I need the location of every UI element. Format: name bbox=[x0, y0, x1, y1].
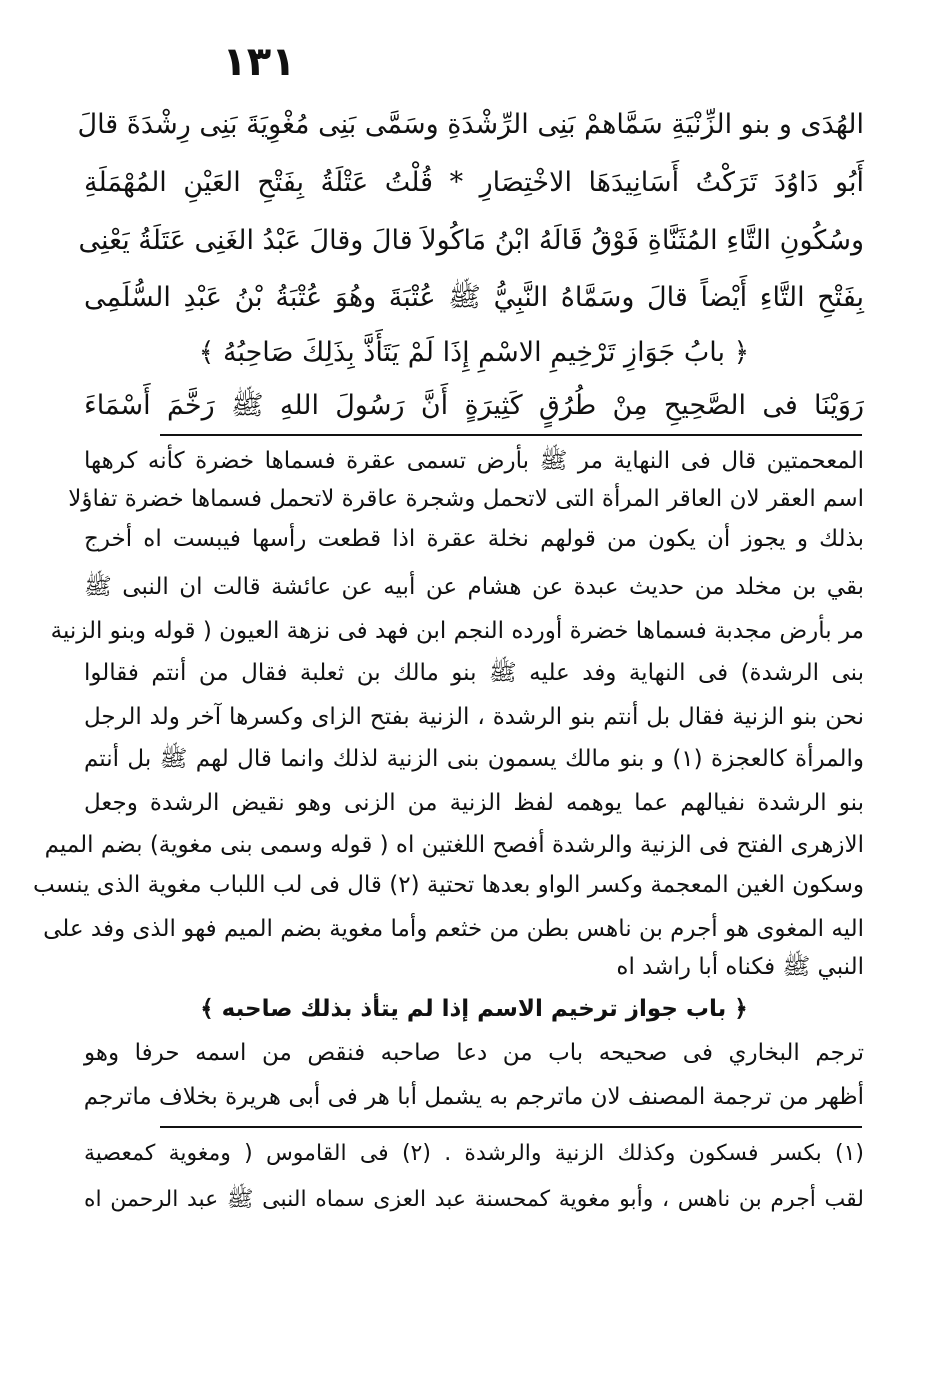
commentary-line: اسم العقر لان العاقر المرأة التى لاتحمل وشجرة عاقرة لاتحمل فسماها خضرة تفاؤلا bbox=[68, 486, 864, 512]
main-text-line: الهُدَى و بنو الزِّنْيَةِ سَمَّاهمْ بَنِى الرِّشْدَةِ وسَمَّى بَنِى مُغْوِيَةَ بَنِى رِشْدَةَ قالَ bbox=[77, 109, 864, 140]
footnote-line: لقب أجرم بن ناهس ، وأبو مغوية كمحسنة عبد العزى سماه النبى ﷺ عبد الرحمن اه bbox=[84, 1187, 864, 1212]
page-number: ١٣١ bbox=[222, 39, 296, 85]
commentary-line: مر بأرض مجدبة فسماها خضرة أورده النجم ابن فهد فى نزهة العيون ( قوله وبنو الزنية bbox=[50, 618, 864, 644]
main-text-line: رَوَيْنَا فى الصَّحِيحِ مِنْ طُرُقٍ كَثِيرَةٍ أَنَّ رَسُولَ اللهِ ﷺ رَخَّمَ أَسْمَاءَ bbox=[84, 390, 864, 421]
main-text-line: أَبُو دَاوُدَ تَرَكْتُ أَسَانِيدَهَا الاخْتِصَارِ * قُلْتُ عَتْلَةُ بِفَتْحِ العَيْنِ المُهْمَلَةِ bbox=[84, 167, 864, 198]
commentary-chapter-heading: ﴿ باب جواز ترخيم الاسم إذا لم يتأذ بذلك صاحبه ﴾ bbox=[200, 996, 748, 1022]
footnote-line: (١) بكسر فسكون وكذلك الزنية والرشدة . (٢) فى القاموس ( ومغوية كمعصية bbox=[84, 1141, 864, 1166]
commentary-line: الازهرى الفتح فى الزنية والرشدة أفصح اللغتين اه ( قوله وسمى بنى مغوية) بضم الميم bbox=[44, 832, 864, 858]
commentary-line: اليه المغوى هو أجرم بن ناهس بطن من خثعم وأما مغوية بضم الميم فهو الذى وفد على bbox=[43, 916, 864, 942]
commentary-line: نحن بنو الزنية فقال بل أنتم بنو الرشدة ، الزنية بفتح الزاى وكسرها آخر ولد الرجل bbox=[84, 704, 864, 730]
commentary-line: والمرأة كالعجزة (١) و بنو مالك يسمون بنى الزنية لذلك وانما قال لهم ﷺ بل أنتم bbox=[84, 746, 864, 772]
commentary-line: بذلك و يجوز أن يكون من قولهم نخلة عقرة اذا قطعت رأسها فيبست اه أخرج bbox=[84, 526, 864, 552]
commentary-line: النبي ﷺ فكناه أبا راشد اه bbox=[616, 954, 864, 980]
commentary-line: بنى الرشدة) فى النهاية وفد عليه ﷺ بنو مالك بن ثعلبة فقال من أنتم فقالوا bbox=[84, 660, 864, 686]
commentary-line: المعحمتين قال فى النهاية مر ﷺ بأرض تسمى عقرة فسماها خضرة كأنه كرهها bbox=[84, 448, 864, 474]
footnote-separator-rule bbox=[160, 1126, 862, 1128]
main-text-line: وسُكُونِ التَّاءِ المُثَنَّاةِ فَوْقُ قَالَهُ ابْنُ مَاكُولاَ قالَ وقالَ عَبْدُ الغَنِى عَتَلَةُ يَعْنِى bbox=[78, 225, 864, 256]
main-text-line: بِفَتْحِ التَّاءِ أَيْضاً قالَ وسَمَّاهُ النَّبِيُّ ﷺ عُتْبَةَ وهُوَ عُتْبَةُ بْنُ عَبْدِ السُّلَمِى bbox=[84, 282, 864, 313]
commentary-line: بنو الرشدة نفيالهم عما يوهمه لفظ الزنية من الزنى وهو نقيض الرشدة وجعل bbox=[84, 790, 864, 816]
separator-rule bbox=[160, 434, 862, 436]
commentary-line: وسكون الغين المعجمة وكسر الواو بعدها تحتية (٢) قال فى لب اللباب مغوية الذى ينسب bbox=[33, 872, 864, 898]
commentary-line: بقي بن مخلد من حديث عبدة عن هشام عن أبيه عن عائشة قالت ان النبى ﷺ bbox=[84, 574, 864, 600]
commentary-line: ترجم البخاري فى صحيحه باب من دعا صاحبه فنقص من اسمه حرفا وهو bbox=[84, 1040, 864, 1066]
commentary-line: أظهر من ترجمة المصنف لان ماترجم به يشمل أبا هر فى أبى هريرة بخلاف ماترجم bbox=[83, 1084, 864, 1110]
chapter-heading: ﴿ بابُ جَوَازِ تَرْخِيمِ الاسْمِ إِذَا لَمْ يَتَأَذَّ بِذَلِكَ صَاحِبُهُ ﴾ bbox=[198, 337, 750, 368]
